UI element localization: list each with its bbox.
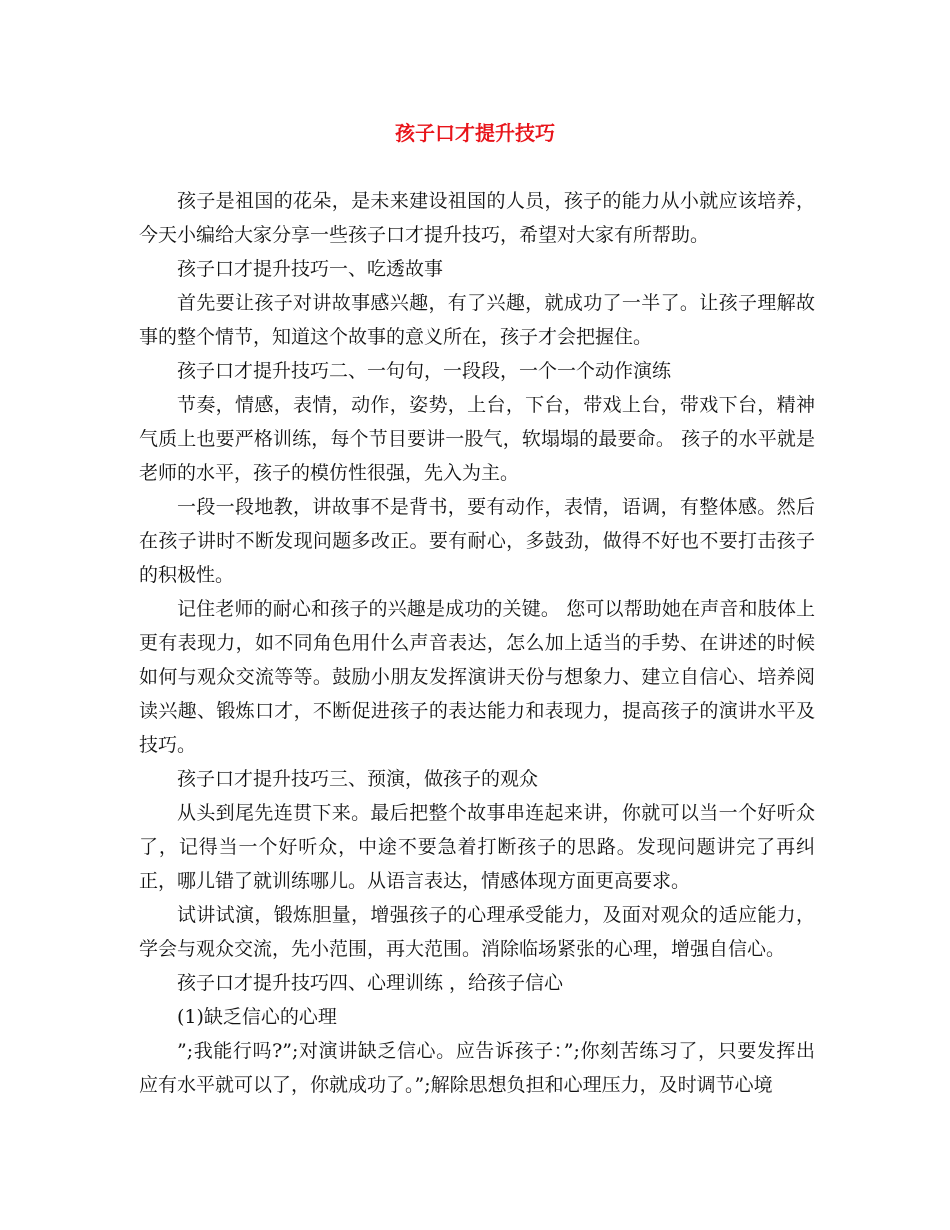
subheading: (1)缺乏信心的心理 bbox=[177, 1006, 337, 1028]
section-heading-4: 孩子口才提升技巧四、心理训练 ，给孩子信心 bbox=[177, 972, 564, 994]
paragraph: 一段一段地教，讲故事不是背书，要有动作，表情，语调，有整体感。然后在孩子讲时不断发现问题多改正。要有耐心，多鼓劲，做得不好也不要打击孩子的积极性。 bbox=[139, 496, 815, 586]
document-body bbox=[139, 184, 815, 1102]
paragraph: 记住老师的耐心和孩子的兴趣是成功的关键。 您可以帮助她在声音和肢体上更有表现力，如不同角色用什么声音表达，怎么加上适当的手势、在讲述的时候如何与观众交流等等。鼓励小朋友发挥演讲天份与想象力、建立自信心、培养阅读兴趣、锻炼口才，不断促进孩子的表达能力和表现力，提高孩子的演讲水平及技巧。 bbox=[139, 598, 815, 756]
paragraph: 从头到尾先连贯下来。最后把整个故事串连起来讲，你就可以当一个好听众了，记得当一个好听众，中途不要急着打断孩子的思路。发现问题讲完了再纠正，哪儿错了就训练哪儿。从语言表达，情感体现方面更高要求。 bbox=[139, 802, 815, 892]
paragraph: 首先要让孩子对讲故事感兴趣，有了兴趣，就成功了一半了。让孩子理解故事的整个情节，知道这个故事的意义所在，孩子才会把握住。 bbox=[139, 292, 815, 348]
paragraph: ”;我能行吗?”;对演讲缺乏信心。应告诉孩子：”;你刻苦练习了，只要发挥出应有水平就可以了，你就成功了。”;解除思想负担和心理压力，及时调节心境 bbox=[139, 1040, 815, 1096]
paragraph: 节奏，情感，表情，动作，姿势，上台，下台，带戏上台，带戏下台，精神气质上也要严格训练，每个节目要讲一股气，软塌塌的最要命。 孩子的水平就是老师的水平，孩子的模仿性很强，先入为主。 bbox=[139, 394, 815, 484]
paragraph: 试讲试演，锻炼胆量，增强孩子的心理承受能力，及面对观众的适应能力，学会与观众交流，先小范围，再大范围。消除临场紧张的心理，增强自信心。 bbox=[139, 904, 815, 960]
document-title: 孩子口才提升技巧 bbox=[395, 121, 555, 145]
section-heading-2: 孩子口才提升技巧二、一句句，一段段，一个一个动作演练 bbox=[177, 360, 672, 382]
section-heading-1: 孩子口才提升技巧一、吃透故事 bbox=[177, 258, 444, 280]
paragraph-intro: 孩子是祖国的花朵，是未来建设祖国的人员，孩子的能力从小就应该培养，今天小编给大家分享一些孩子口才提升技巧，希望对大家有所帮助。 bbox=[139, 190, 815, 246]
section-heading-3: 孩子口才提升技巧三、预演，做孩子的观众 bbox=[177, 768, 539, 790]
